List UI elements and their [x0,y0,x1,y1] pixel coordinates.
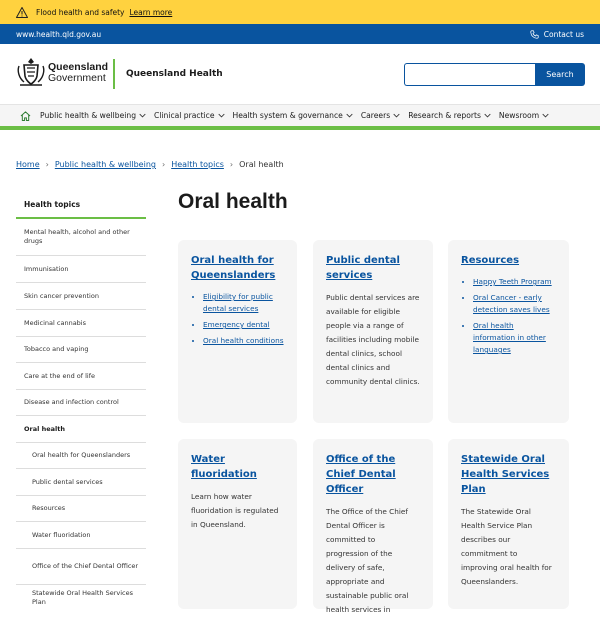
chevron-down-icon [139,113,146,118]
card-title[interactable]: Statewide Oral Health Services Plan [461,454,550,495]
card-title[interactable]: Oral health for Queenslanders [191,255,276,281]
sidebar-subitem-public-dental[interactable]: Public dental services [16,469,146,496]
nav-item-research[interactable] [408,111,491,120]
card-link-list [461,276,556,356]
sidebar-item-skin-cancer[interactable]: Skin cancer prevention [16,283,146,310]
nav-item-careers[interactable] [361,111,400,120]
sidebar-nav [16,192,146,611]
nav-item-health-system[interactable] [233,111,353,120]
chevron-down-icon [218,113,225,118]
sidebar-item-medicinal-cannabis[interactable]: Medicinal cannabis [16,310,146,337]
card-title[interactable]: Resources [461,255,520,266]
gov-name-line1: Queensland [48,61,109,73]
nav-label: Clinical practice [154,111,215,120]
nav-label: Careers [360,111,391,120]
card-oral-health-queenslanders [178,240,297,423]
chevron-down-icon [542,113,549,118]
card-statewide-plan [448,439,569,609]
card-description: The Statewide Oral Health Service Plan describes our commitment to improving oral health for Queenslanders. [461,507,552,586]
card-title[interactable]: Water fluoridation [191,454,257,480]
card-water-fluoridation [178,439,297,609]
site-name[interactable]: Queensland Health [126,69,223,79]
main-nav [0,104,600,130]
chevron-right-icon: › [229,160,234,169]
breadcrumb-health-topics[interactable]: Health topics [171,160,224,169]
card-title[interactable]: Public dental services [326,255,400,281]
page-title: Oral health [178,190,288,213]
card-link[interactable]: • Oral Cancer - early detection saves lives [473,292,556,316]
card-description: The Office of the Chief Dental Officer is committed to progression of the delivery of safe, appropriate and sustainable public oral health services in [326,507,409,614]
phone-icon [530,30,539,39]
card-link[interactable]: • Oral health information in other languages [473,320,556,356]
search-button[interactable]: Search [535,63,585,86]
card-description: Public dental services are available for eligible people via a range of facilities including mobile dental clinics, school dental clinics and community dental clinics. [326,293,420,386]
sidebar-subitem-chief-dental-officer[interactable]: Office of the Chief Dental Officer [16,549,146,585]
breadcrumb-public-health[interactable]: Public health & wellbeing [54,160,156,169]
sidebar-subitem-water-fluoridation[interactable]: Water fluoridation [16,522,146,549]
chevron-right-icon: › [45,160,49,169]
nav-label: Newsroom [498,111,540,120]
contact-us-link[interactable] [530,30,584,39]
card-chief-dental-officer [313,439,433,614]
nav-label: Research & reports [408,111,481,120]
nav-item-newsroom[interactable] [499,111,549,120]
site-url-bar [0,24,600,44]
warning-icon [16,7,28,18]
home-icon[interactable] [20,111,31,121]
chevron-down-icon [393,113,400,118]
nav-label: Public health & wellbeing [40,111,137,120]
card-description: Learn how water fluoridation is regulated in Queensland. [191,492,279,529]
card-resources [448,240,569,423]
card-link[interactable]: • Happy Teeth Program [473,276,556,288]
alert-learn-more-link[interactable]: Learn more [129,7,173,17]
queensland-government-wordmark[interactable] [48,62,108,84]
card-link[interactable]: • Eligibility for public dental services [203,291,284,315]
header-divider [113,59,115,89]
alert-bar [0,0,600,24]
site-header [0,44,600,104]
sidebar-item-tobacco-vaping[interactable]: Tobacco and vaping [16,337,146,363]
sidebar-item-immunisation[interactable]: Immunisation [16,256,146,283]
sidebar-subitem-oral-health-queenslanders[interactable]: Oral health for Queenslanders [16,443,146,469]
sidebar-item-end-of-life[interactable]: Care at the end of life [16,363,146,390]
sidebar-item-oral-health[interactable]: Oral health [16,416,146,443]
chevron-down-icon [484,113,491,118]
sidebar-subitem-statewide-plan[interactable]: Statewide Oral Health Services Plan [32,589,133,606]
search-input[interactable] [404,63,536,86]
card-link[interactable]: • Oral health conditions [203,335,284,347]
breadcrumb [16,160,284,169]
breadcrumb-home[interactable]: Home [16,160,40,169]
nav-item-public-health[interactable] [40,111,146,120]
breadcrumb-current: Oral health [239,160,284,169]
chevron-right-icon: › [161,160,166,169]
nav-item-clinical-practice[interactable] [154,111,225,120]
card-link-list [191,291,284,347]
sidebar-subitem-resources[interactable]: Resources [16,496,146,522]
sidebar-item-disease-control[interactable]: Disease and infection control [16,390,146,416]
gov-name-line2: Government [48,72,106,84]
alert-text: Flood health and safety [36,7,125,17]
card-link[interactable]: • Emergency dental [203,319,284,331]
sidebar-item-mental-health[interactable]: Mental health, alcohol and other drugs [16,219,146,256]
card-title[interactable]: Office of the Chief Dental Officer [326,454,396,495]
contact-us-label: Contact us [543,29,584,39]
nav-label: Health system & governance [232,111,343,120]
site-url[interactable]: www.health.qld.gov.au [16,29,102,39]
chevron-down-icon [346,113,353,118]
card-public-dental-services [313,240,433,423]
sidebar-title[interactable]: Health topics [16,192,146,219]
queensland-crest-logo[interactable] [16,56,46,88]
